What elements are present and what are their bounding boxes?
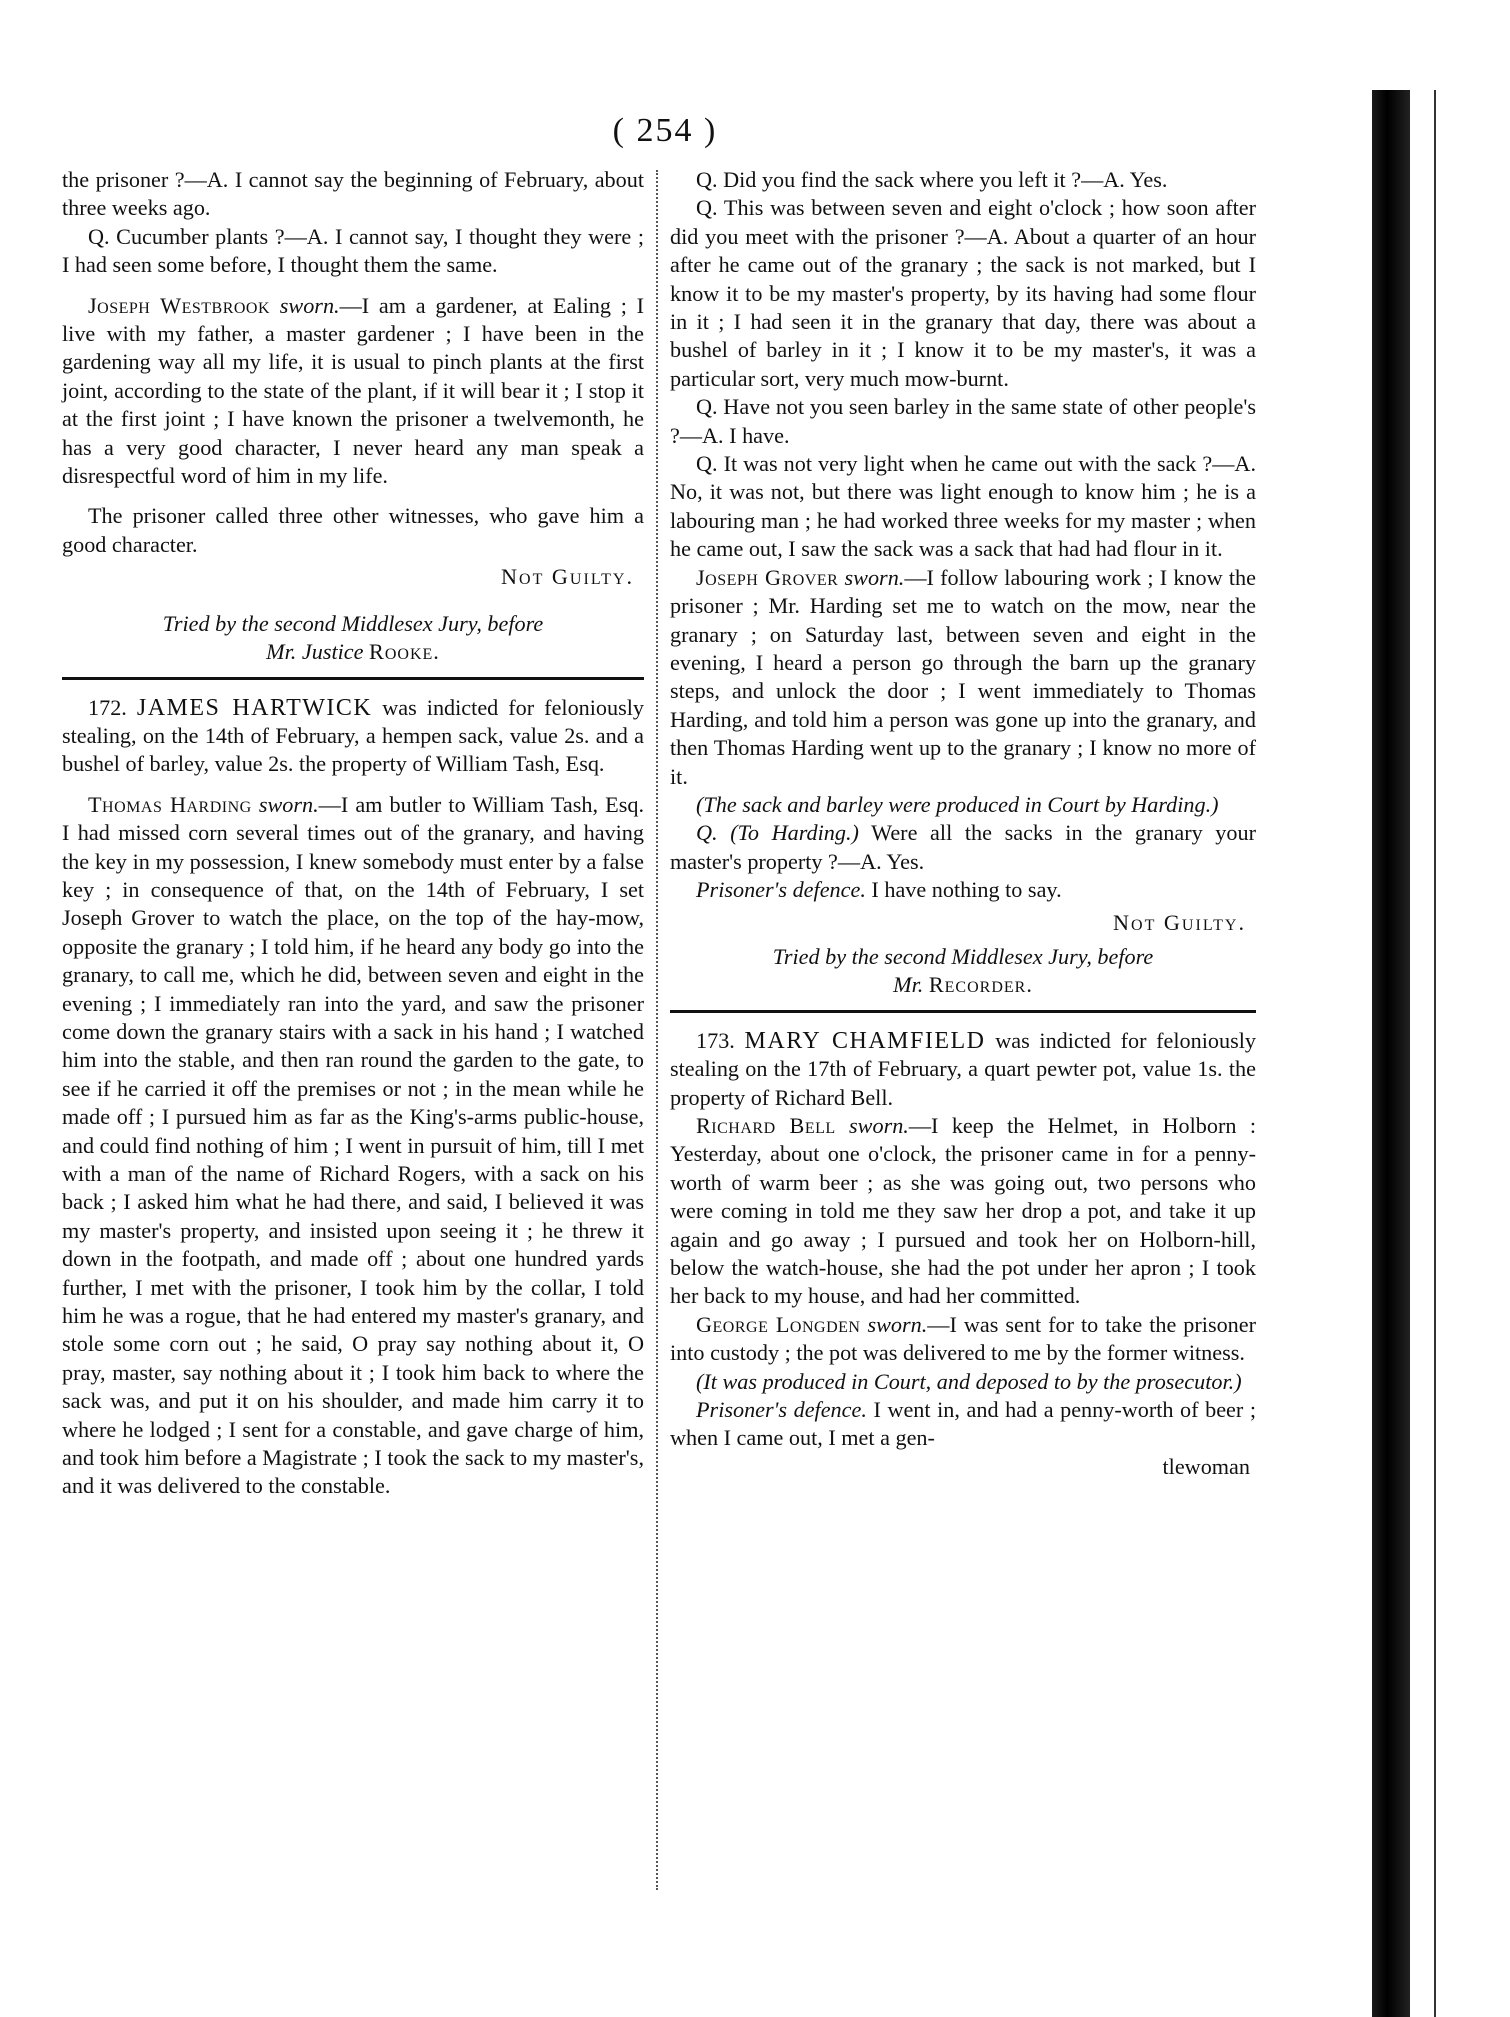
case-173-heading [670, 1027, 1256, 1112]
testimony-longden [670, 1311, 1256, 1368]
witness-name: Joseph Grover [696, 564, 839, 590]
binding-edge-line [1434, 90, 1436, 2017]
paragraph: The prisoner called three other witnesses, who gave him a good character. [62, 503, 644, 557]
tried-line-2: Mr. Justice [266, 639, 364, 665]
testimony-westbrook [62, 292, 644, 491]
witness-name: George Longden [696, 1311, 861, 1337]
left-column [62, 166, 644, 1501]
tried-line-1: Tried by the second Middlesex Jury, before [162, 610, 544, 636]
tried-by-line [670, 943, 1256, 1000]
paragraph [670, 819, 1256, 876]
court-note: (The sack and barley were produced in Court by Harding.) [696, 791, 1219, 817]
witness-name: Thomas Harding [88, 791, 252, 817]
defence-label: Prisoner's defence. [696, 1397, 867, 1423]
testimony-harding [62, 791, 644, 1501]
question-label: Q. (To Harding.) [696, 820, 859, 846]
sworn-label: sworn. [279, 292, 340, 318]
column-divider [656, 170, 658, 1890]
paragraph [670, 876, 1256, 904]
page-number: ( 254 ) [612, 112, 718, 149]
defence-label: Prisoner's defence. [696, 877, 866, 903]
sworn-label: sworn. [849, 1113, 909, 1138]
paragraph [670, 1396, 1256, 1453]
testimony-text: —I follow labouring work ; I know the prisoner ; Mr. Harding set me to watch on the mow, near the granary ; on Saturday last, between seven and eight in the evening, I heard a person go through the barn up the granary steps, and unlock the door ; I went immediately to Thomas Harding, and told him a person was gone up into the granary, and then Thomas Harding went up to the granary ; I know no more of it. [670, 564, 1257, 789]
defence-text: I have nothing to say. [871, 877, 1062, 903]
defendant-name: MARY CHAMFIELD [744, 1027, 986, 1054]
defence-text: I went in, and had a penny-worth of beer ; when I came out, I met a gen- [670, 1397, 1257, 1451]
judge-name: Recorder. [928, 972, 1033, 998]
case-number: 173. [696, 1027, 735, 1053]
sworn-label: sworn. [867, 1311, 928, 1337]
testimony-bell [670, 1112, 1256, 1311]
binding-edge-shadow [1372, 90, 1410, 2017]
witness-name: Richard Bell [696, 1113, 836, 1138]
indictment-text: was indicted for feloniously stealing, on the 14th of February, a hempen sack, value 2s. and a bushel of barley, value 2s. the property of William Tash, Esq. [62, 694, 645, 777]
paragraph: Q. Cucumber plants ?—A. I cannot say, I thought they were ; I had seen some before, I thought them the same. [62, 223, 644, 278]
paragraph: Q. Did you find the sack where you left it ?—A. Yes. [696, 167, 1168, 192]
testimony-text: —I am butler to William Tash, Esq. I had missed corn several times out of the granary, and having the key in my possession, I knew somebody must enter by a false key ; in consequence of that, on the 14th of February, I set Joseph Grover to watch the place, on the top of the hay-mow, opposite the granary ; I told him, if he heard any body go into the granary, to call me, which he did, between seven and eight in the evening ; I immediately ran into the yard, and saw the prisoner come down the granary stairs with a sack in his hand ; I watched him into the stable, and then ran round the garden to the gate, to see if he carried it off the premises or not ; in the mean while he made off ; I pursued him as far as the King's-arms public-house, and could find nothing of him ; I went in pursuit of him, till I met with a man of the name of Richard Rogers, with a sack on his back ; I asked him what he had there, and said, I believed it was my master's property, and insisted upon seeing it ; he threw it down in the footpath, and made off ; about one hundred yards further, I met with the prisoner, I took him by the collar, I told him he was a rogue, that he had entered my master's granary, and stole some corn out ; he said, O pray say nothing about it, O pray, master, say nothing about it ; I took him back to where the sack was, and put it on his shoulder, and made him carry it to where he lodged ; I sent for a constable, and gave charge of him, and took him before a Magistrate ; I took the sack to my master's, and it was delivered to the constable. [62, 791, 644, 1499]
right-column [670, 166, 1256, 1481]
section-rule [670, 1010, 1256, 1013]
testimony-text: —I am a gardener, at Ealing ; I live with my father, a master gardener ; I have been in the gardening way all my life, it is usual to pinch plants at the first joint, according to the state of the plant, if it will bear it ; I stop it at the first joint ; I have known the prisoner a twelvemonth, he has a very good character, I never heard any man speak a disrespectful word of him in my life. [62, 292, 644, 489]
judge-name: Rooke. [369, 639, 440, 665]
paragraph: Q. It was not very light when he came out with the sack ?—A. No, it was not, but there was light enough to know him ; he is a labouring man ; he had worked three weeks for my master ; when he came out, I saw the sack was a sack that had had flour in it. [670, 451, 1256, 562]
question-text: Were all the sacks in the granary your master's property ?—A. Yes. [670, 820, 1256, 874]
court-note: (It was produced in Court, and deposed to by the prosecutor.) [696, 1368, 1242, 1394]
tried-by-line [62, 610, 644, 667]
witness-name: Joseph Westbrook [88, 292, 271, 318]
testimony-text: —I keep the Helmet, in Holborn : Yesterday, about one o'clock, the prisoner came in for a penny-worth of warm beer ; as she was going out, two persons who were coming in told me they saw her drop a pot, and take it up again and go away ; I pursued and took her on Holborn-hill, below the watch-house, she had the pot under her apron ; I took her back to my house, and had her committed. [670, 1113, 1256, 1309]
verdict: Not Guilty. [1113, 909, 1246, 935]
tried-line-2: Mr. [893, 972, 924, 998]
paragraph: the prisoner ?—A. I cannot say the beginning of February, about three weeks ago. [62, 167, 644, 221]
case-number: 172. [88, 694, 127, 720]
paragraph: Q. Have not you seen barley in the same state of other people's ?—A. I have. [670, 394, 1256, 448]
defendant-name: JAMES HARTWICK [136, 694, 373, 721]
tried-line-1: Tried by the second Middlesex Jury, before [772, 943, 1154, 969]
paragraph: Q. This was between seven and eight o'clock ; how soon after did you meet with the prisoner ?—A. About a quarter of an hour after he came out of the granary ; the sack is not marked, but I know it to be my master's property, by its having had some flour in it ; I had seen it in the granary that day, there was about a bushel of barley in it ; I know it to be my master's, it was a particular sort, very much mow-burnt. [670, 195, 1256, 391]
testimony-text: —I was sent for to take the prisoner into custody ; the pot was delivered to me by the former witness. [670, 1311, 1257, 1366]
catchword: tlewoman [1162, 1453, 1250, 1479]
testimony-grover [670, 564, 1256, 791]
sworn-label: sworn. [258, 791, 319, 817]
sworn-label: sworn. [844, 564, 905, 590]
verdict: Not Guilty. [501, 564, 634, 590]
indictment-text: was indicted for feloniously stealing on the 17th of February, a quart pewter pot, value 1s. the property of Richard Bell. [670, 1027, 1256, 1110]
section-rule [62, 677, 644, 680]
case-172-heading [62, 694, 644, 779]
